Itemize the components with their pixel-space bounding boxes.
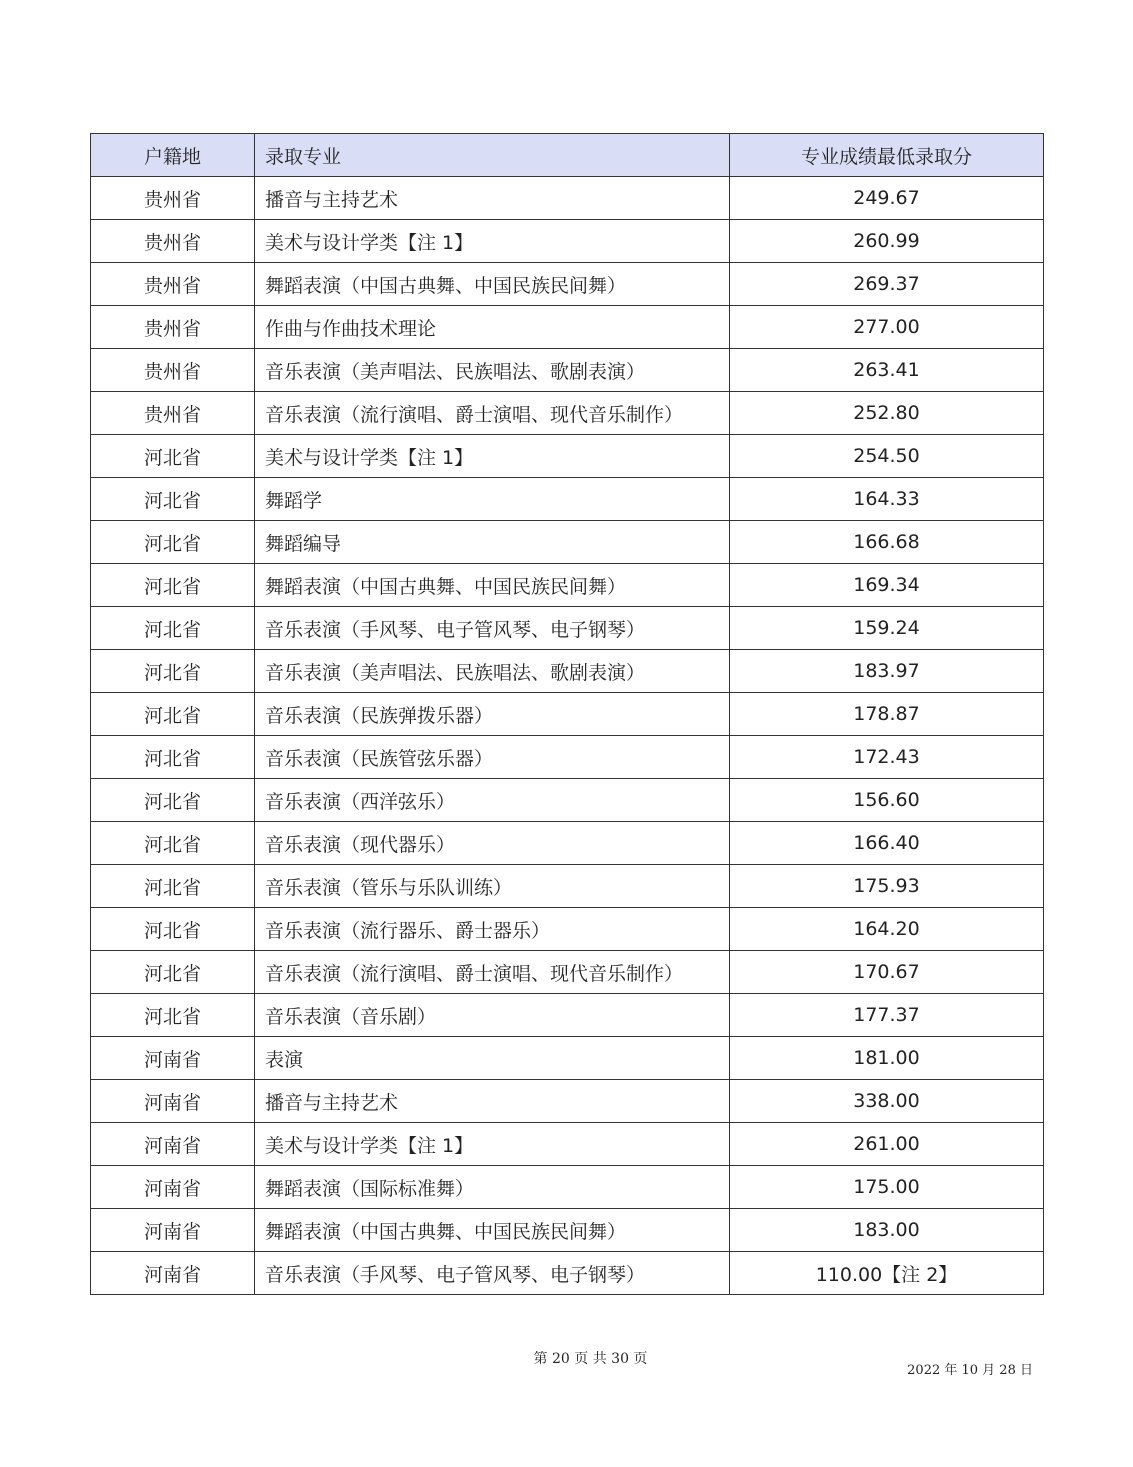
table-body bbox=[91, 177, 1044, 1295]
table-row bbox=[91, 1252, 1044, 1295]
cell-min-score: 263.41 bbox=[730, 349, 1044, 392]
cell-min-score: 269.37 bbox=[730, 263, 1044, 306]
cell-region: 河南省 bbox=[91, 1252, 255, 1295]
cell-min-score: 166.40 bbox=[730, 822, 1044, 865]
cell-min-score: 277.00 bbox=[730, 306, 1044, 349]
cell-min-score: 252.80 bbox=[730, 392, 1044, 435]
cell-region: 河北省 bbox=[91, 607, 255, 650]
table-row bbox=[91, 564, 1044, 607]
cell-region: 贵州省 bbox=[91, 306, 255, 349]
cell-region: 河南省 bbox=[91, 1080, 255, 1123]
cell-major: 音乐表演（音乐剧） bbox=[255, 994, 730, 1037]
cell-major: 美术与设计学类【注 1】 bbox=[255, 220, 730, 263]
table-row bbox=[91, 306, 1044, 349]
cell-region: 河北省 bbox=[91, 564, 255, 607]
cell-major: 作曲与作曲技术理论 bbox=[255, 306, 730, 349]
cell-region: 河北省 bbox=[91, 865, 255, 908]
cell-min-score: 181.00 bbox=[730, 1037, 1044, 1080]
cell-major: 美术与设计学类【注 1】 bbox=[255, 435, 730, 478]
cell-major: 音乐表演（流行演唱、爵士演唱、现代音乐制作） bbox=[255, 951, 730, 994]
cell-major: 舞蹈学 bbox=[255, 478, 730, 521]
cell-region: 贵州省 bbox=[91, 263, 255, 306]
header-major: 录取专业 bbox=[255, 134, 730, 177]
table-row bbox=[91, 220, 1044, 263]
table-row bbox=[91, 650, 1044, 693]
cell-region: 河北省 bbox=[91, 693, 255, 736]
cell-major: 音乐表演（民族管弦乐器） bbox=[255, 736, 730, 779]
cell-min-score: 166.68 bbox=[730, 521, 1044, 564]
cell-major: 表演 bbox=[255, 1037, 730, 1080]
cell-region: 河北省 bbox=[91, 435, 255, 478]
cell-major: 音乐表演（流行器乐、爵士器乐） bbox=[255, 908, 730, 951]
cell-min-score: 183.00 bbox=[730, 1209, 1044, 1252]
cell-min-score: 110.00【注 2】 bbox=[730, 1252, 1044, 1295]
admission-score-table bbox=[90, 133, 1044, 1295]
cell-min-score: 172.43 bbox=[730, 736, 1044, 779]
cell-min-score: 254.50 bbox=[730, 435, 1044, 478]
table-row bbox=[91, 263, 1044, 306]
cell-major: 舞蹈表演（国际标准舞） bbox=[255, 1166, 730, 1209]
table-row bbox=[91, 865, 1044, 908]
cell-major: 音乐表演（现代器乐） bbox=[255, 822, 730, 865]
table-row bbox=[91, 392, 1044, 435]
cell-major: 音乐表演（美声唱法、民族唱法、歌剧表演） bbox=[255, 349, 730, 392]
table-row bbox=[91, 1080, 1044, 1123]
cell-region: 河北省 bbox=[91, 908, 255, 951]
cell-major: 舞蹈表演（中国古典舞、中国民族民间舞） bbox=[255, 564, 730, 607]
cell-region: 河北省 bbox=[91, 478, 255, 521]
table-row bbox=[91, 521, 1044, 564]
header-region: 户籍地 bbox=[91, 134, 255, 177]
cell-region: 贵州省 bbox=[91, 392, 255, 435]
cell-major: 舞蹈表演（中国古典舞、中国民族民间舞） bbox=[255, 1209, 730, 1252]
table-row bbox=[91, 908, 1044, 951]
table-row bbox=[91, 478, 1044, 521]
cell-major: 音乐表演（民族弹拨乐器） bbox=[255, 693, 730, 736]
cell-region: 河北省 bbox=[91, 521, 255, 564]
cell-min-score: 261.00 bbox=[730, 1123, 1044, 1166]
cell-major: 音乐表演（手风琴、电子管风琴、电子钢琴） bbox=[255, 1252, 730, 1295]
cell-major: 舞蹈编导 bbox=[255, 521, 730, 564]
cell-min-score: 260.99 bbox=[730, 220, 1044, 263]
cell-region: 贵州省 bbox=[91, 220, 255, 263]
table-row bbox=[91, 1166, 1044, 1209]
table-header-row bbox=[91, 134, 1044, 177]
cell-min-score: 164.20 bbox=[730, 908, 1044, 951]
cell-region: 河北省 bbox=[91, 822, 255, 865]
cell-major: 音乐表演（美声唱法、民族唱法、歌剧表演） bbox=[255, 650, 730, 693]
cell-major: 播音与主持艺术 bbox=[255, 177, 730, 220]
cell-region: 河南省 bbox=[91, 1166, 255, 1209]
header-min-score: 专业成绩最低录取分 bbox=[730, 134, 1044, 177]
cell-min-score: 170.67 bbox=[730, 951, 1044, 994]
table-row bbox=[91, 693, 1044, 736]
cell-min-score: 177.37 bbox=[730, 994, 1044, 1037]
cell-major: 播音与主持艺术 bbox=[255, 1080, 730, 1123]
cell-min-score: 183.97 bbox=[730, 650, 1044, 693]
table-row bbox=[91, 1037, 1044, 1080]
cell-major: 音乐表演（西洋弦乐） bbox=[255, 779, 730, 822]
cell-min-score: 156.60 bbox=[730, 779, 1044, 822]
cell-min-score: 159.24 bbox=[730, 607, 1044, 650]
table-row bbox=[91, 1209, 1044, 1252]
table-row bbox=[91, 349, 1044, 392]
cell-region: 河南省 bbox=[91, 1123, 255, 1166]
cell-region: 河南省 bbox=[91, 1037, 255, 1080]
table-row bbox=[91, 994, 1044, 1037]
cell-region: 河南省 bbox=[91, 1209, 255, 1252]
cell-min-score: 338.00 bbox=[730, 1080, 1044, 1123]
cell-major: 音乐表演（管乐与乐队训练） bbox=[255, 865, 730, 908]
table-row bbox=[91, 779, 1044, 822]
cell-min-score: 178.87 bbox=[730, 693, 1044, 736]
table-row bbox=[91, 177, 1044, 220]
cell-min-score: 175.00 bbox=[730, 1166, 1044, 1209]
table-row bbox=[91, 435, 1044, 478]
cell-region: 河北省 bbox=[91, 736, 255, 779]
cell-major: 舞蹈表演（中国古典舞、中国民族民间舞） bbox=[255, 263, 730, 306]
cell-major: 音乐表演（手风琴、电子管风琴、电子钢琴） bbox=[255, 607, 730, 650]
cell-region: 河北省 bbox=[91, 994, 255, 1037]
cell-region: 贵州省 bbox=[91, 177, 255, 220]
cell-region: 河北省 bbox=[91, 650, 255, 693]
cell-region: 贵州省 bbox=[91, 349, 255, 392]
table-row bbox=[91, 822, 1044, 865]
table-row bbox=[91, 951, 1044, 994]
cell-region: 河北省 bbox=[91, 951, 255, 994]
table-row bbox=[91, 736, 1044, 779]
table-row bbox=[91, 1123, 1044, 1166]
cell-region: 河北省 bbox=[91, 779, 255, 822]
cell-min-score: 164.33 bbox=[730, 478, 1044, 521]
cell-major: 美术与设计学类【注 1】 bbox=[255, 1123, 730, 1166]
page-number: 第 20 页 共 30 页 bbox=[533, 1351, 648, 1367]
cell-min-score: 249.67 bbox=[730, 177, 1044, 220]
document-date: 2022 年 10 月 28 日 bbox=[907, 1363, 1033, 1378]
cell-major: 音乐表演（流行演唱、爵士演唱、现代音乐制作） bbox=[255, 392, 730, 435]
cell-min-score: 175.93 bbox=[730, 865, 1044, 908]
table-row bbox=[91, 607, 1044, 650]
cell-min-score: 169.34 bbox=[730, 564, 1044, 607]
